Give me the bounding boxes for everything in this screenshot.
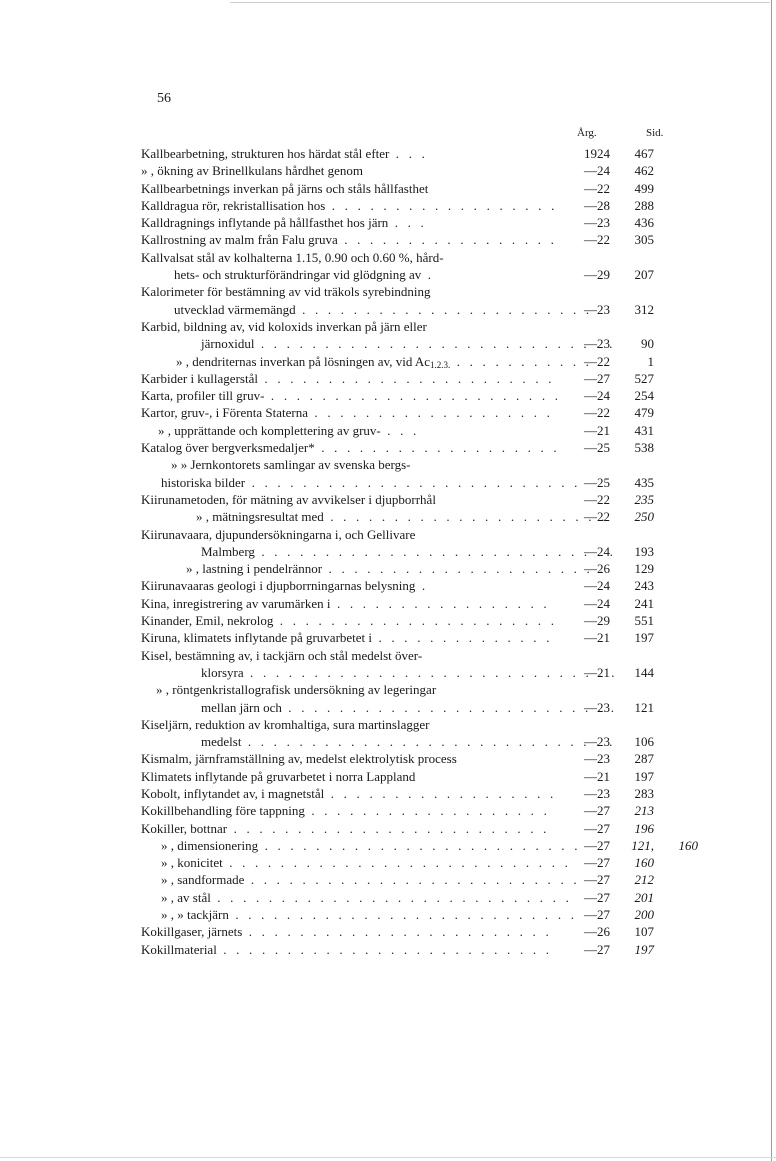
leader-dots <box>255 544 617 559</box>
entry-page: 90 <box>641 336 654 352</box>
entry-text <box>141 716 557 733</box>
entry-text <box>141 439 557 456</box>
entry-year: —21 <box>584 664 610 680</box>
entry-text <box>141 231 557 248</box>
entry-text <box>141 301 590 318</box>
entry-year: —27 <box>584 872 610 888</box>
entry-text <box>141 906 577 923</box>
index-entry <box>0 214 776 231</box>
entry-year: —27 <box>584 889 610 905</box>
entry-year: —29 <box>584 613 610 629</box>
index-entry <box>0 854 776 871</box>
entry-label: Kobolt, inflytandet av, i magnetstål <box>141 785 325 801</box>
index-entry <box>0 716 776 733</box>
entry-year: —24 <box>584 578 610 594</box>
index-entry <box>0 474 776 491</box>
entry-label: Kokillmaterial <box>141 941 217 957</box>
index-entry <box>0 526 776 543</box>
entry-label: » , konicitet <box>161 855 223 871</box>
entry-label: Kallrostning av malm från Falu gruva <box>141 232 338 248</box>
entry-page: 254 <box>634 388 654 404</box>
index-entry <box>0 543 776 560</box>
leader-dots <box>211 890 577 905</box>
entry-year: —23 <box>584 785 610 801</box>
index-entry <box>0 197 776 214</box>
entry-text <box>141 526 557 543</box>
entry-text <box>141 664 617 681</box>
entry-page: 436 <box>634 215 654 231</box>
entry-page: 435 <box>634 474 654 490</box>
leader-dots <box>264 388 557 403</box>
page-number: 56 <box>157 91 171 106</box>
index-entry <box>0 301 776 318</box>
entry-label: Karta, profiler till gruv- <box>141 388 265 404</box>
entry-page: 305 <box>634 232 654 248</box>
entry-label: klorsyra <box>201 664 244 680</box>
index-entry <box>0 750 776 767</box>
entry-text <box>141 629 557 646</box>
entry-label: Kiirunavaaras geologi i djupborrningarnas belysning <box>141 578 416 594</box>
entry-label: » , mätningsresultat med <box>196 509 324 525</box>
entry-page: 121 <box>634 699 654 715</box>
entry-page: 207 <box>634 267 654 283</box>
index-entry <box>0 249 776 266</box>
entry-text <box>141 543 617 560</box>
entry-year: —23 <box>584 336 610 352</box>
entry-text <box>141 318 557 335</box>
entry-year: —24 <box>584 543 610 559</box>
entry-label: » , ökning av Brinellkulans hårdhet genom <box>141 163 364 179</box>
entry-page: 193 <box>634 543 654 559</box>
entry-page: 288 <box>634 197 654 213</box>
leader-dots <box>229 907 577 922</box>
entry-text <box>141 785 557 802</box>
entry-label: Kiseljärn, reduktion av kromhaltiga, sura martinslagger <box>141 716 430 732</box>
index-entry <box>0 768 776 785</box>
entry-page: 106 <box>634 734 654 750</box>
index-entry <box>0 871 776 888</box>
entry-year: —23 <box>584 215 610 231</box>
entry-year: —26 <box>584 561 610 577</box>
entry-year: —22 <box>584 509 610 525</box>
entry-label: mellan järn och <box>201 699 282 715</box>
index-entry <box>0 335 776 352</box>
entry-year: 1924 <box>584 146 610 161</box>
entry-label: » , dendriternas inverkan på lösningen av, vid Ac <box>176 353 431 369</box>
entry-text <box>141 370 557 387</box>
entry-year: —27 <box>584 837 610 853</box>
entry-text <box>141 681 572 698</box>
index-entry <box>0 387 776 404</box>
index-entry <box>0 733 776 750</box>
entry-year: —21 <box>584 630 610 646</box>
entry-page: 499 <box>634 180 654 196</box>
page-column-header: Sid. <box>646 127 664 139</box>
entry-text <box>141 404 557 421</box>
entry-label: » , » tackjärn <box>161 907 229 923</box>
entry-text <box>141 768 557 785</box>
leader-dots <box>258 838 577 853</box>
leader-dots <box>324 786 557 801</box>
entry-text <box>141 145 557 162</box>
entry-year: —28 <box>584 197 610 213</box>
entry-year: —24 <box>584 595 610 611</box>
leader-dots <box>241 734 617 749</box>
index-entry <box>0 422 776 439</box>
entry-page: 283 <box>634 785 654 801</box>
index-entry <box>0 664 776 681</box>
index-entry <box>0 318 776 335</box>
entry-page: 467 <box>634 146 654 161</box>
entry-year: —21 <box>584 422 610 438</box>
entry-text <box>141 197 557 214</box>
entry-text <box>141 595 557 612</box>
index-entry <box>0 283 776 300</box>
entry-text <box>141 283 557 300</box>
entry-year: —27 <box>584 907 610 923</box>
entry-label: Kiruna, klimatets inflytande på gruvarbetet i <box>141 630 373 646</box>
index-entry <box>0 629 776 646</box>
entry-label: Kalorimeter för bestämning av vid träkols syrebindning <box>141 284 431 300</box>
leader-dots <box>227 821 557 836</box>
leader-dots <box>338 232 557 247</box>
index-entry <box>0 577 776 594</box>
index-entry <box>0 906 776 923</box>
entry-page: 129 <box>634 561 654 577</box>
entry-label: Kalldragnings inflytande på hållfasthet hos järn <box>141 215 389 231</box>
entry-page: 287 <box>634 751 654 767</box>
entry-label: » » Jernkontorets samlingar av svenska bergs- <box>171 457 411 473</box>
scan-top-line <box>230 2 770 3</box>
entry-page: 212 <box>634 872 654 888</box>
entry-label: Kallbearbetnings inverkan på järns och ståls hållfasthet <box>141 180 429 196</box>
entry-year: —29 <box>584 267 610 283</box>
entry-text <box>141 871 577 888</box>
leader-dots: . <box>421 267 435 283</box>
entry-year: —22 <box>584 232 610 248</box>
entry-page: 551 <box>634 613 654 629</box>
entry-page: 121, <box>631 837 654 853</box>
leader-dots <box>305 803 557 818</box>
entry-text <box>141 612 557 629</box>
leader-dots <box>315 440 557 455</box>
leader-dots <box>244 872 577 887</box>
entry-page: 213 <box>634 803 654 819</box>
entry-label: » , röntgenkristallografisk undersökning av legeringar <box>156 682 437 698</box>
entry-label: Kiirunametoden, för mätning av avvikelser i djupborrhål <box>141 491 436 507</box>
leader-dots <box>372 630 557 645</box>
entry-page: 107 <box>634 924 654 940</box>
entry-page: 197 <box>634 630 654 646</box>
leader-dots <box>254 336 617 351</box>
index-entry <box>0 180 776 197</box>
leader-dots <box>296 302 590 317</box>
entry-page: 200 <box>634 907 654 923</box>
entry-page: 235 <box>634 491 654 507</box>
entry-page: 431 <box>634 422 654 438</box>
entry-text <box>141 180 557 197</box>
entry-label: Kartor, gruv-, i Förenta Staterna <box>141 405 308 421</box>
entry-year: —22 <box>584 405 610 421</box>
entry-label: Kalldragua rör, rekristallisation hos <box>141 197 326 213</box>
entry-year: —24 <box>584 163 610 179</box>
index-entry <box>0 370 776 387</box>
entry-page: 250 <box>634 509 654 525</box>
entry-label: Kokiller, bottnar <box>141 820 228 836</box>
leader-dots <box>282 700 617 715</box>
entry-page: 160 <box>634 855 654 871</box>
entry-year: —26 <box>584 924 610 940</box>
leader-dots: . . . <box>388 215 427 231</box>
entry-text <box>141 491 557 508</box>
entry-page: 241 <box>634 595 654 611</box>
entry-label: » , lastning i pendelrännor <box>186 561 323 577</box>
index-entry <box>0 145 776 162</box>
ac-subscript: 1.2.3. <box>430 359 451 370</box>
entry-page: 196 <box>634 820 654 836</box>
entry-page: 144 <box>634 664 654 680</box>
entry-year: —23 <box>584 699 610 715</box>
entry-label: järnoxidul <box>201 336 255 352</box>
index-entry <box>0 802 776 819</box>
index-entry <box>0 612 776 629</box>
entry-text <box>141 923 557 940</box>
entry-label: Klimatets inflytande på gruvarbetet i norra Lappland <box>141 768 416 784</box>
index-entry <box>0 837 776 854</box>
index-list <box>0 145 776 958</box>
index-entry <box>0 404 776 421</box>
entry-label: utvecklad värmemängd <box>174 301 296 317</box>
leader-dots: . . . <box>380 422 420 438</box>
leader-dots <box>217 942 557 957</box>
entry-label: historiska bilder <box>161 474 246 490</box>
entry-label: Kina, inregistrering av varumärken i <box>141 595 331 611</box>
entry-label: Kokillgaser, järnets <box>141 924 243 940</box>
index-entry <box>0 785 776 802</box>
entry-year: —24 <box>584 388 610 404</box>
entry-year: —21 <box>584 768 610 784</box>
entry-page: 197 <box>634 941 654 957</box>
entry-text <box>141 474 577 491</box>
entry-text <box>141 508 612 525</box>
leader-dots <box>258 371 557 386</box>
leader-dots <box>244 665 617 680</box>
entry-label: Kismalm, järnframställning av, medelst elektrolytisk process <box>141 751 457 767</box>
entry-label: Malmberg <box>201 543 255 559</box>
entry-year: —27 <box>584 820 610 836</box>
entry-label: Karbider i kullagerstål <box>141 370 258 386</box>
leader-dots <box>223 855 577 870</box>
entry-text <box>141 577 557 594</box>
entry-text <box>141 837 577 854</box>
entry-year: —22 <box>584 353 610 369</box>
entry-label: Kokillbehandling före tappning <box>141 803 305 819</box>
leader-dots <box>242 924 557 939</box>
index-entry <box>0 889 776 906</box>
entry-year: —27 <box>584 941 610 957</box>
entry-text <box>141 249 557 266</box>
entry-year: —27 <box>584 370 610 386</box>
entry-label: medelst <box>201 734 242 750</box>
index-entry <box>0 439 776 456</box>
entry-page: 312 <box>634 301 654 317</box>
entry-text <box>141 266 590 283</box>
entry-text <box>141 820 557 837</box>
entry-page: 197 <box>634 768 654 784</box>
entry-text <box>141 889 577 906</box>
index-entry <box>0 491 776 508</box>
entry-text <box>141 335 617 352</box>
entry-text <box>141 750 557 767</box>
entry-label: Kinander, Emil, nekrolog <box>141 613 274 629</box>
index-entry <box>0 923 776 940</box>
entry-text <box>141 733 617 750</box>
index-entry <box>0 231 776 248</box>
index-entry <box>0 456 776 473</box>
entry-text <box>141 647 557 664</box>
entry-extra-page: 160 <box>678 837 698 853</box>
index-entry <box>0 647 776 664</box>
entry-year: —22 <box>584 491 610 507</box>
leader-dots <box>331 596 557 611</box>
entry-page: 201 <box>634 889 654 905</box>
entry-label: » , sandformade <box>161 872 245 888</box>
entry-page: 479 <box>634 405 654 421</box>
entry-text <box>141 560 602 577</box>
entry-page: 462 <box>634 163 654 179</box>
entry-year: —23 <box>584 301 610 317</box>
entry-year: —25 <box>584 474 610 490</box>
entry-text <box>141 162 557 179</box>
entry-text <box>141 456 587 473</box>
entry-text <box>141 854 577 871</box>
index-entry <box>0 353 776 370</box>
entry-page: 1 <box>647 353 654 369</box>
entry-year: —22 <box>584 180 610 196</box>
entry-year: —23 <box>584 734 610 750</box>
leader-dots <box>273 613 557 628</box>
index-entry <box>0 820 776 837</box>
index-entry <box>0 508 776 525</box>
year-column-header: Årg. <box>577 127 597 139</box>
entry-text <box>141 422 574 439</box>
scan-bottom-line <box>0 1157 776 1158</box>
entry-label: Kallvalsat stål av kolhalterna 1.15, 0.90 och 0.60 %, hård- <box>141 249 444 265</box>
index-entry <box>0 681 776 698</box>
entry-label: » , av stål <box>161 889 211 905</box>
leader-dots: . <box>415 578 429 594</box>
index-entry <box>0 162 776 179</box>
leader-dots <box>325 198 557 213</box>
entry-page: 538 <box>634 440 654 456</box>
entry-text <box>141 214 557 231</box>
leader-dots <box>245 475 577 490</box>
entry-label: Kallbearbetning, strukturen hos härdat stål efter <box>141 146 390 161</box>
entry-label: Katalog över bergverksmedaljer* <box>141 440 315 456</box>
index-entry <box>0 699 776 716</box>
entry-year: —27 <box>584 803 610 819</box>
index-entry <box>0 266 776 283</box>
entry-label: Kisel, bestämning av, i tackjärn och stål medelst över- <box>141 647 423 663</box>
entry-label: Karbid, bildning av, vid koloxids inverkan på järn eller <box>141 318 427 334</box>
entry-text <box>141 941 557 958</box>
entry-page: 527 <box>634 370 654 386</box>
entry-text <box>141 387 557 404</box>
leader-dots <box>322 561 602 576</box>
entry-label: Kiirunavaara, djupundersökningarna i, och Gellivare <box>141 526 416 542</box>
entry-text <box>141 802 557 819</box>
entry-page: 243 <box>634 578 654 594</box>
entry-year: —27 <box>584 855 610 871</box>
entry-label: » , upprättande och komplettering av gruv- <box>158 422 381 438</box>
entry-year: —25 <box>584 440 610 456</box>
entry-label: » , dimensionering <box>161 837 259 853</box>
entry-label: hets- och strukturförändringar vid glödgning av <box>174 267 422 283</box>
index-entry <box>0 941 776 958</box>
entry-year: —23 <box>584 751 610 767</box>
leader-dots <box>308 405 557 420</box>
index-entry <box>0 560 776 577</box>
index-entry <box>0 595 776 612</box>
entry-text <box>141 699 617 716</box>
leader-dots: . . . <box>389 146 429 161</box>
